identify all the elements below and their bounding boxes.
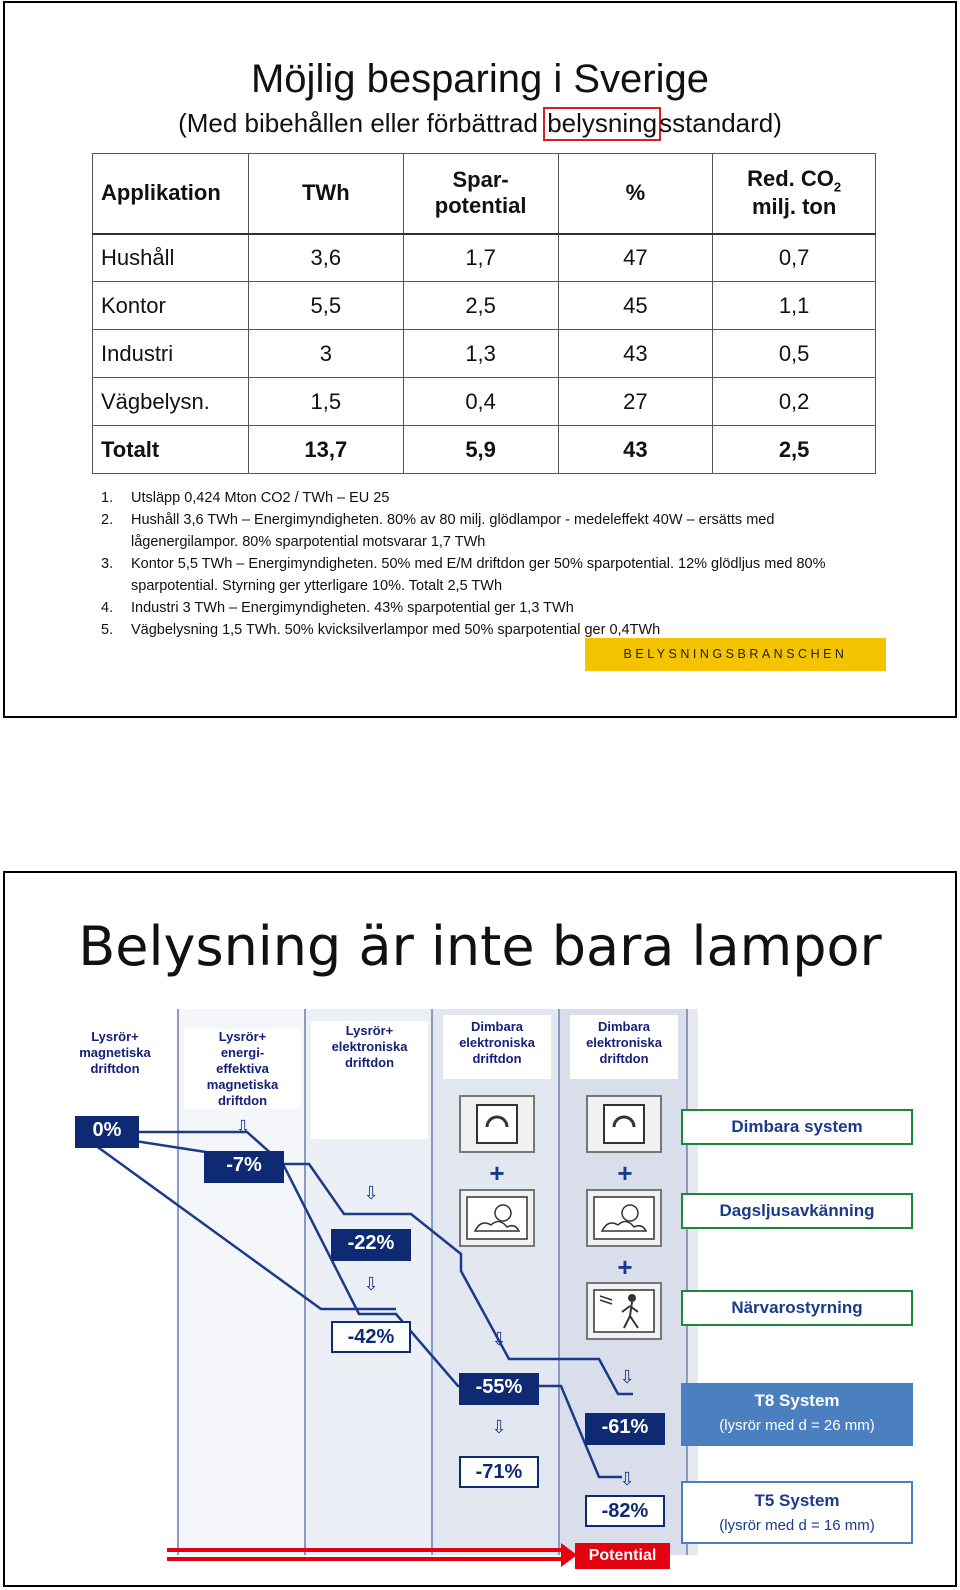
footnote: 4. Industri 3 TWh – Energimyndigheten. 43% sparpotential ger 1,3 TWh (101, 600, 574, 616)
slide-savings (3, 1, 957, 718)
footnote: 2. Hushåll 3,6 TWh – Energimyndigheten. 80% av 80 milj. glödlampor - medeleffekt 40W – ersätts med lågenergilampor. 80% sparpotential motsvarar 1,7 TWh (101, 512, 775, 550)
highlight-box: belysning (543, 107, 661, 141)
pct-55: -55% (459, 1373, 539, 1405)
pct-0: 0% (75, 1116, 139, 1148)
cell-co2: 0,2 (713, 378, 876, 426)
column-4-head: Dimbara elektroniska driftdon (443, 1015, 551, 1079)
table-row (93, 330, 876, 378)
table-row (93, 282, 876, 330)
label-narvarostyrning: Närvarostyrning (681, 1290, 913, 1326)
cell-pct: 47 (558, 234, 713, 282)
cell-total-spar: 5,9 (403, 426, 558, 474)
potential-line (167, 1557, 563, 1561)
footnotes (101, 487, 881, 641)
t8-subtitle: (lysrör med d = 26 mm) (719, 1417, 875, 1434)
cell-co2: 0,7 (713, 234, 876, 282)
down-arrow-icon: ⇩ (363, 1183, 379, 1203)
t5-subtitle: (lysrör med d = 16 mm) (719, 1517, 875, 1534)
brand-banner: BELYSNINGSBRANSCHEN (585, 638, 886, 671)
pct-71: -71% (459, 1456, 539, 1488)
down-arrow-icon: ⇩ (619, 1367, 635, 1387)
down-arrow-icon: ⇩ (491, 1417, 507, 1437)
label-t8-system (681, 1383, 913, 1446)
plus-icon: + (617, 1252, 633, 1282)
cell-co2: 1,1 (713, 282, 876, 330)
potential-label: Potential (575, 1543, 670, 1569)
header-twh: TWh (248, 154, 403, 234)
footnote: 5. Vägbelysning 1,5 TWh. 50% kvicksilverlampor med 50% sparpotential ger 0,4TWh (101, 622, 661, 638)
potential-line (167, 1548, 563, 1552)
cell-co2: 0,5 (713, 330, 876, 378)
slide1-subtitle (5, 107, 955, 141)
pct-82: -82% (585, 1495, 665, 1527)
table-row (93, 378, 876, 426)
daylight-sun-icon (459, 1189, 535, 1247)
down-arrow-icon: ⇩ (619, 1469, 635, 1489)
header-percent: % (558, 154, 713, 234)
t8-title: T8 System (754, 1391, 840, 1410)
down-arrow-icon: ⇩ (491, 1329, 507, 1349)
plus-icon: + (617, 1158, 633, 1188)
slide1-title: Möjlig besparing i Sverige (250, 57, 709, 101)
slide-lighting (3, 871, 957, 1587)
cell-applikation: Industri (93, 330, 249, 378)
pct-22: -22% (331, 1229, 411, 1261)
savings-diagram (51, 1009, 698, 1555)
dimmer-icon (459, 1095, 535, 1153)
cell-applikation: Kontor (93, 282, 249, 330)
pct-61: -61% (585, 1413, 665, 1445)
cell-total-label: Totalt (93, 426, 249, 474)
subtitle-part2: sstandard) (659, 108, 782, 138)
cell-twh: 1,5 (248, 378, 403, 426)
down-arrow-icon: ⇩ (235, 1117, 251, 1137)
daylight-sun-icon (586, 1189, 662, 1247)
cell-total-pct: 43 (558, 426, 713, 474)
header-sparpotential: Spar- potential (403, 154, 558, 234)
cell-total-twh: 13,7 (248, 426, 403, 474)
cell-pct: 45 (558, 282, 713, 330)
label-dagsljusavkanning: Dagsljusavkänning (681, 1193, 913, 1229)
subtitle-part1: (Med bibehållen eller förbättrad (178, 108, 546, 138)
down-arrow-icon: ⇩ (363, 1274, 379, 1294)
presence-walker-icon (586, 1282, 662, 1340)
column-1-head: Lysrör+ magnetiska driftdon (61, 1029, 169, 1077)
footnote: 3. Kontor 5,5 TWh – Energimyndigheten. 50% med E/M driftdon ger 50% sparpotential. 12% glödljus med 80% sparpotential. Styrning ger ytterligare 10%. Totalt 2,5 TWh (101, 556, 826, 594)
header-red-co2: Red. $CO_2$ milj. ton (713, 154, 876, 234)
t5-title: T5 System (754, 1491, 840, 1510)
cell-pct: 27 (558, 378, 713, 426)
cell-spar: 1,3 (403, 330, 558, 378)
cell-total-co2: 2,5 (713, 426, 876, 474)
header-applikation: Applikation (93, 154, 249, 234)
cell-applikation: Hushåll (93, 234, 249, 282)
table-total-row (93, 426, 876, 474)
label-dimbara-system: Dimbara system (681, 1109, 913, 1145)
footnote: 1. Utsläpp 0,424 Mton CO2 / TWh – EU 25 (101, 490, 390, 506)
plus-icon: + (489, 1158, 505, 1188)
cell-twh: 3,6 (248, 234, 403, 282)
cell-spar: 1,7 (403, 234, 558, 282)
cell-spar: 2,5 (403, 282, 558, 330)
table-header-row (93, 154, 876, 234)
column-2-head: Lysrör+ energi- effektiva magnetiska driftdon (184, 1029, 301, 1109)
cell-twh: 3 (248, 330, 403, 378)
cell-twh: 5,5 (248, 282, 403, 330)
cell-spar: 0,4 (403, 378, 558, 426)
dimmer-icon (586, 1095, 662, 1153)
pct-7: -7% (204, 1151, 284, 1183)
slide2-title: Belysning är inte bara lampor (78, 915, 882, 978)
label-t5-system (681, 1481, 913, 1544)
cell-applikation: Vägbelysn. (93, 378, 249, 426)
column-5-head: Dimbara elektroniska driftdon (570, 1015, 678, 1079)
table-row (93, 234, 876, 282)
savings-table (92, 153, 876, 474)
column-3-head: Lysrör+ elektroniska driftdon (311, 1021, 428, 1139)
pct-42: -42% (331, 1321, 411, 1353)
cell-pct: 43 (558, 330, 713, 378)
